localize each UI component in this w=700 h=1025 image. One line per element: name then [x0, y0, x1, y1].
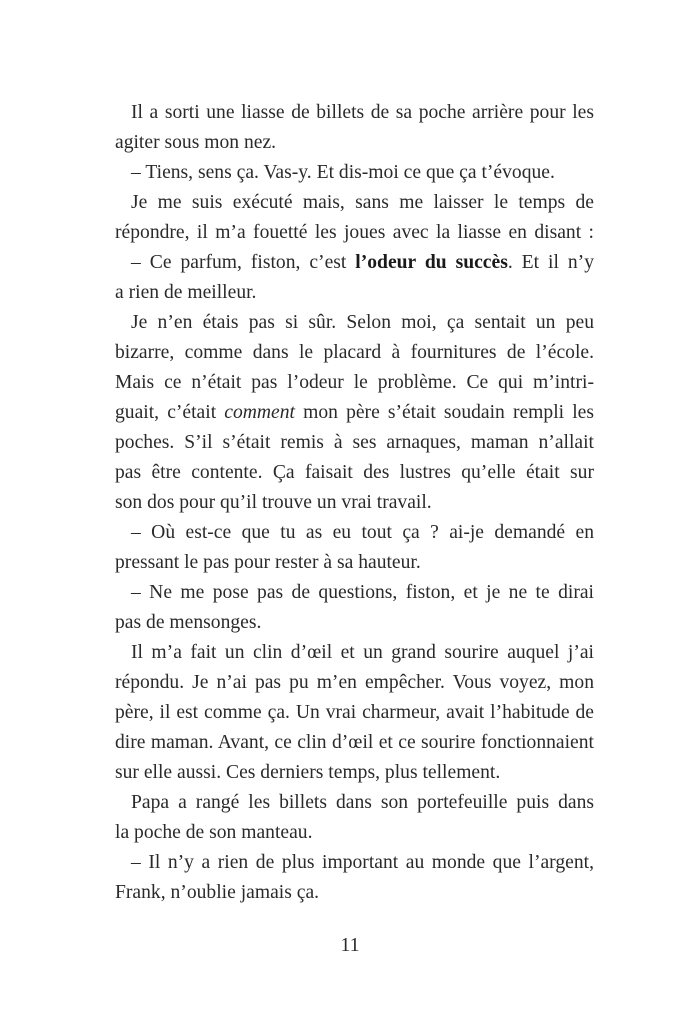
text-line: pressant le pas pour rester à sa hauteur. — [115, 552, 421, 573]
text-line: Mais ce n’était pas l’odeur le problème. Ce qui m’intri- — [115, 372, 594, 393]
text-line: Il a sorti une liasse de billets de sa poche arrière pour les — [131, 102, 594, 123]
text-line — [115, 398, 594, 428]
text-line: Frank, n’oublie jamais ça. — [115, 882, 320, 903]
text-line: agiter sous mon nez. — [115, 132, 277, 153]
text-line: – Où est-ce que tu as eu tout ça ? ai-je demandé en — [131, 522, 594, 543]
book-page-text — [115, 98, 594, 908]
text-line: Il m’a fait un clin d’œil et un grand sourire auquel j’ai — [131, 642, 594, 663]
italic-text: comment — [224, 402, 295, 423]
text-line: pas être contente. Ça faisait des lustres qu’elle était sur — [115, 462, 594, 483]
text-line — [115, 248, 594, 278]
text-segment: – Ce parfum, fiston, c’est — [131, 252, 356, 273]
text-line: répondre, il m’a fouetté les joues avec la liasse en disant : — [115, 222, 594, 243]
text-segment: . Et il n’y — [507, 252, 594, 273]
text-line: bizarre, comme dans le placard à fournitures de l’école. — [115, 342, 594, 363]
text-line: Papa a rangé les billets dans son portefeuille puis dans — [131, 792, 594, 813]
text-line: poches. S’il s’était remis à ses arnaques, maman n’allait — [115, 432, 594, 453]
text-line: – Tiens, sens ça. Vas-y. Et dis-moi ce que ça t’évoque. — [131, 162, 555, 183]
text-line: pas de mensonges. — [115, 612, 262, 633]
bold-text: l’odeur du succès — [355, 252, 508, 273]
text-line: dire maman. Avant, ce clin d’œil et ce sourire fonctionnaient — [115, 732, 594, 753]
text-line: – Il n’y a rien de plus important au monde que l’argent, — [131, 852, 594, 873]
text-segment: guait, c’était — [115, 402, 225, 423]
text-line: Je n’en étais pas si sûr. Selon moi, ça sentait un peu — [131, 312, 594, 333]
page-number: 11 — [340, 934, 360, 956]
text-line: son dos pour qu’il trouve un vrai travail. — [115, 492, 432, 513]
text-line: a rien de meilleur. — [115, 282, 257, 303]
text-segment: mon père s’était soudain rempli les — [295, 402, 594, 423]
text-line: sur elle aussi. Ces derniers temps, plus tellement. — [115, 762, 501, 783]
text-line: père, il est comme ça. Un vrai charmeur, avait l’habitude de — [115, 702, 594, 723]
text-line: – Ne me pose pas de questions, fiston, et je ne te dirai — [131, 582, 594, 603]
text-line: répondu. Je n’ai pas pu m’en empêcher. Vous voyez, mon — [115, 672, 594, 693]
text-line: Je me suis exécuté mais, sans me laisser le temps de — [131, 192, 594, 213]
text-line: la poche de son manteau. — [115, 822, 313, 843]
